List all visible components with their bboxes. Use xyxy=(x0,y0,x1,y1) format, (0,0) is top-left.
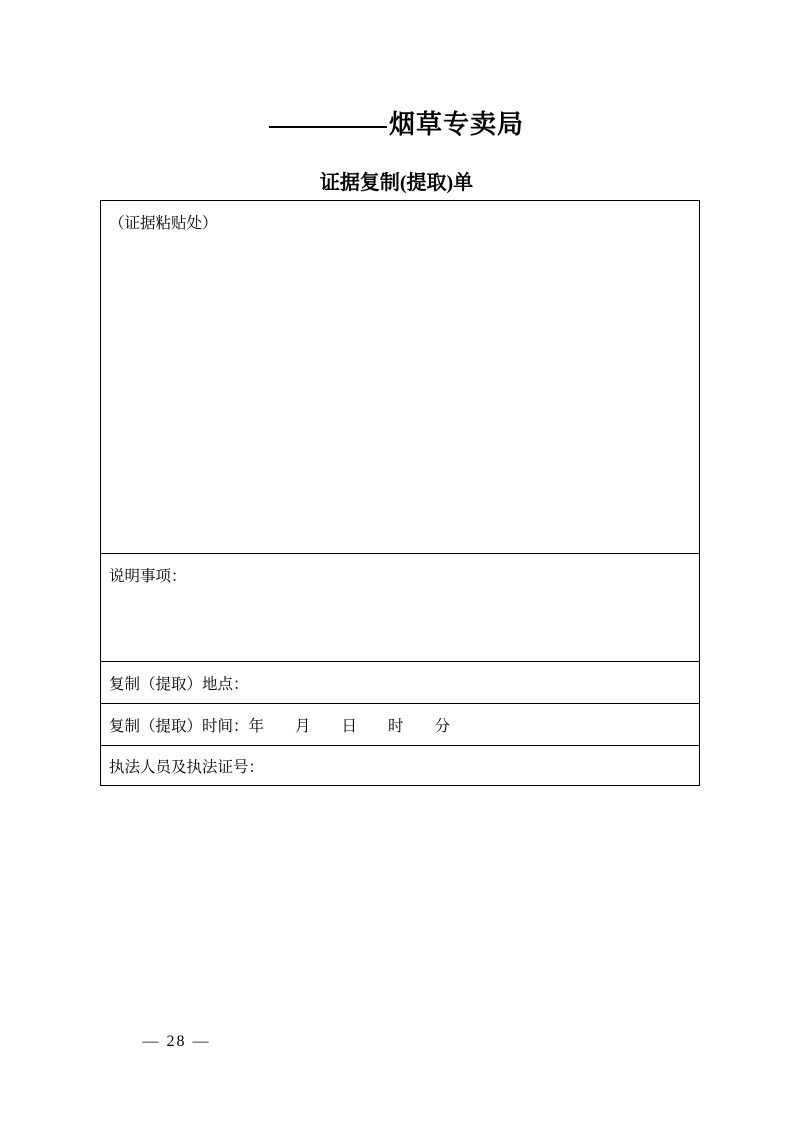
time-row xyxy=(101,703,699,745)
officers-row xyxy=(101,745,699,785)
evidence-paste-row xyxy=(101,201,699,553)
title-fill-blank xyxy=(269,126,387,128)
page-title xyxy=(0,104,793,141)
place-row xyxy=(101,661,699,703)
time-label xyxy=(101,704,699,736)
time-label-text: 复制（提取）时间： xyxy=(109,718,249,735)
evidence-paste-label: （证据粘贴处） xyxy=(109,215,218,232)
page-subtitle: 证据复制(提取)单 xyxy=(319,172,474,194)
officers-label: 执法人员及执法证号： xyxy=(109,759,265,776)
notes-row xyxy=(101,553,699,661)
title-organization: 烟草专卖局 xyxy=(388,110,524,139)
notes-label: 说明事项： xyxy=(109,568,187,585)
evidence-copy-form xyxy=(100,200,700,786)
place-label: 复制（提取）地点： xyxy=(109,676,249,693)
time-units-text: 年 月 日 时 分 xyxy=(248,718,451,735)
footer-page-number: — 28 — xyxy=(142,1033,211,1050)
